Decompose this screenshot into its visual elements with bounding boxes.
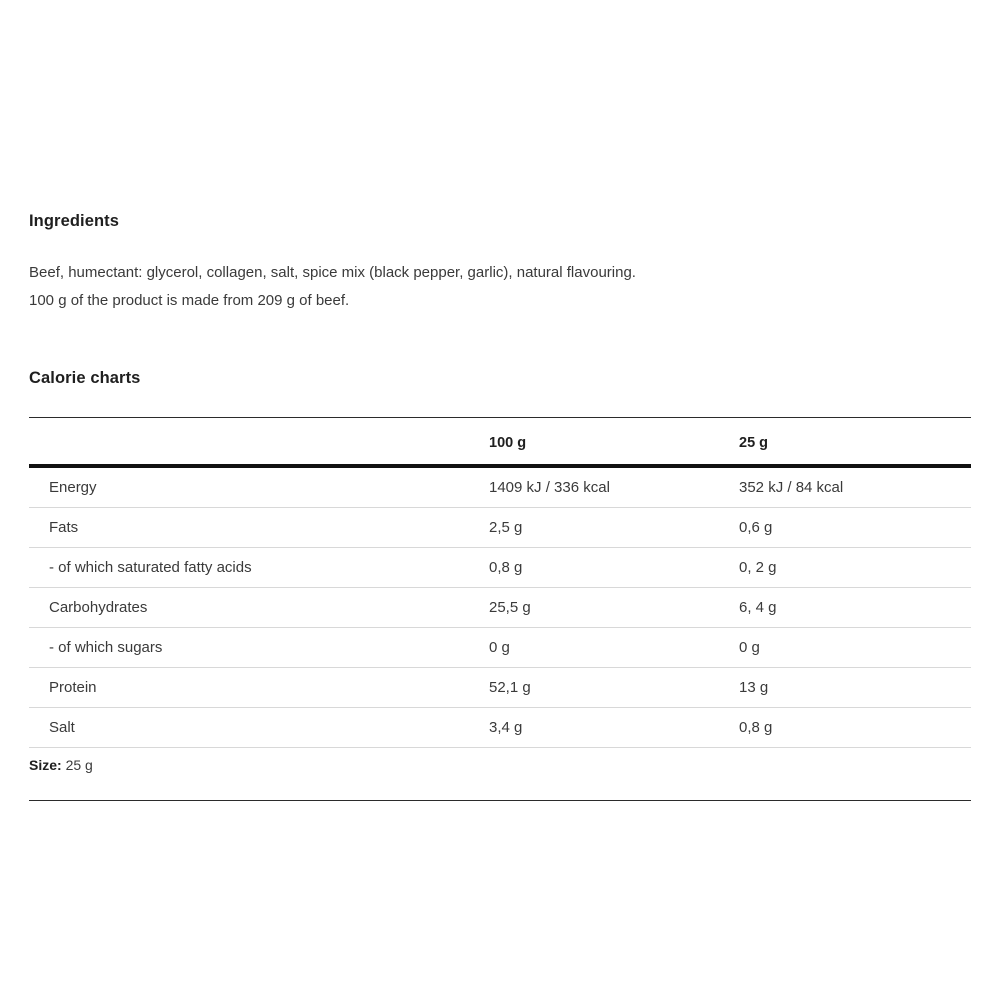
table-spacer-cell: [29, 748, 489, 801]
nutrition-table: [29, 418, 971, 800]
row-label: Fats: [29, 508, 489, 548]
table-row: [29, 466, 971, 508]
row-value-100g: 2,5 g: [489, 508, 739, 548]
ingredients-heading: Ingredients: [29, 212, 120, 230]
row-label: Protein: [29, 668, 489, 708]
table-spacer-row: [29, 748, 971, 801]
size-value: 25 g: [65, 757, 93, 773]
table-row: [29, 548, 971, 588]
size-line: [29, 757, 93, 773]
row-label: - of which saturated fatty acids: [29, 548, 489, 588]
row-label: Energy: [29, 466, 489, 508]
ingredients-line-2: 100 g of the product is made from 209 g of beef.: [29, 292, 350, 309]
row-value-25g: 0,8 g: [739, 708, 971, 748]
ingredients-line-1: Beef, humectant: glycerol, collagen, salt, spice mix (black pepper, garlic), natural flavouring.: [29, 264, 636, 281]
row-value-100g: 1409 kJ / 336 kcal: [489, 466, 739, 508]
column-header-100g: 100 g: [489, 435, 527, 451]
table-header-row: [29, 418, 971, 466]
row-value-25g: 13 g: [739, 668, 971, 708]
row-value-100g: 52,1 g: [489, 668, 739, 708]
row-label: Carbohydrates: [29, 588, 489, 628]
nutrition-table-wrapper: [29, 417, 971, 801]
table-spacer-cell: [739, 748, 971, 801]
row-value-100g: 25,5 g: [489, 588, 739, 628]
row-label: - of which sugars: [29, 628, 489, 668]
row-value-25g: 0,6 g: [739, 508, 971, 548]
table-row: [29, 628, 971, 668]
column-header-nutrient: [29, 418, 489, 466]
row-value-100g: 3,4 g: [489, 708, 739, 748]
table-row: [29, 588, 971, 628]
row-value-25g: 6, 4 g: [739, 588, 971, 628]
row-label: Salt: [29, 708, 489, 748]
table-spacer-cell: [489, 748, 739, 801]
nutrition-table-head: [29, 418, 971, 466]
table-row: [29, 708, 971, 748]
content-area: [29, 212, 971, 801]
ingredients-text: [29, 259, 971, 315]
nutrition-table-body: [29, 466, 971, 800]
calorie-charts-heading: Calorie charts: [29, 369, 141, 387]
table-row: [29, 668, 971, 708]
row-value-25g: 0 g: [739, 628, 971, 668]
size-label: Size:: [29, 757, 62, 773]
table-row: [29, 508, 971, 548]
column-header-25g: 25 g: [739, 435, 769, 451]
row-value-25g: 0, 2 g: [739, 548, 971, 588]
row-value-25g: 352 kJ / 84 kcal: [739, 466, 971, 508]
row-value-100g: 0,8 g: [489, 548, 739, 588]
row-value-100g: 0 g: [489, 628, 739, 668]
